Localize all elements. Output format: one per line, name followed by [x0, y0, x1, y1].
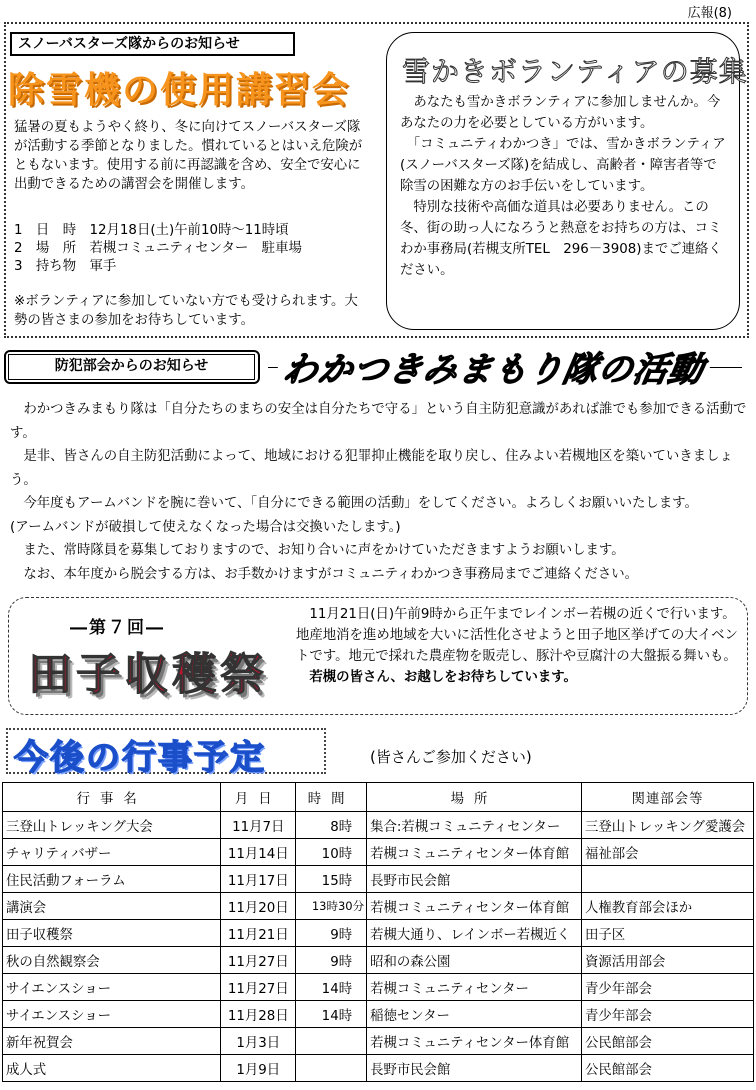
cell-date: 11月28日 — [221, 1001, 296, 1028]
snow-course-note: ※ボランティアに参加していない方でも受けられます。大勢の皆さまの参加をお待ちしています。 — [14, 294, 358, 328]
table-row — [3, 839, 754, 866]
crime-paragraph: (アームバンドが破損して使えなくなった場合は交換いたします。) — [10, 519, 401, 535]
cell-place: 若槻コミュニティセンター体育館 — [367, 893, 582, 920]
cell-date: 11月7日 — [221, 812, 296, 839]
cell-place: 若槻大通り、レインボー若槻近く — [367, 920, 582, 947]
cell-event: サイエンスショー — [3, 1001, 221, 1028]
cell-event: 成人式 — [3, 1055, 221, 1082]
crime-paragraph: 是非、皆さんの自主防犯活動によって、地域における犯罪抑止機能を取り戻し、住みよい若槻地区を築いていきましょう。 — [10, 449, 733, 488]
schedule-note: (皆さんご参加ください) — [370, 748, 532, 766]
detail-place: 2 場 所 若槻コミュニティセンター 駐車場 — [14, 241, 302, 256]
cell-time: 9時 — [296, 920, 367, 947]
cell-dept: 青少年部会 — [582, 1001, 754, 1028]
snow-course-details — [14, 222, 364, 276]
table-row — [3, 947, 754, 974]
mamori-title: わかつきみまもり隊の活動 — [274, 342, 715, 391]
cell-time — [296, 1028, 367, 1055]
cell-place: 稲徳センター — [367, 1001, 582, 1028]
volunteer-title: 雪かきボランティアの募集 — [402, 55, 748, 88]
volunteer-paragraph: 特別な技術や高価な道具は必要ありません。この冬、街の助っ人になろうと熱意をお持ちの方は、コミわか事務局(若槻支所TEL 296－3908)までご連絡ください。 — [400, 200, 722, 278]
header-place: 場所 — [367, 783, 582, 812]
cell-date: 1月3日 — [221, 1028, 296, 1055]
table-row — [3, 893, 754, 920]
table-row — [3, 1001, 754, 1028]
cell-event: 秋の自然観察会 — [3, 947, 221, 974]
snow-section-header: スノーバスターズ隊からのお知らせ — [10, 32, 295, 56]
cell-date: 11月27日 — [221, 947, 296, 974]
harvest-title: 田子収穫祭 — [28, 649, 268, 700]
crime-body — [10, 398, 750, 586]
cell-place: 長野市民会館 — [367, 866, 582, 893]
volunteer-paragraph: 「コミュニティわかつき」では、雪かきボランティア(スノーバスターズ隊)を結成し、高齢者・障害者等で除雪の困難な方のお手伝いをしています。 — [400, 137, 726, 194]
header-event: 行事名 — [3, 783, 221, 812]
cell-dept: 青少年部会 — [582, 974, 754, 1001]
cell-date: 11月20日 — [221, 893, 296, 920]
table-row — [3, 1028, 754, 1055]
volunteer-paragraph: あなたも雪かきボランティアに参加しませんか。今あなたの力を必要としている方がいます。 — [400, 95, 721, 131]
cell-date: 11月21日 — [221, 920, 296, 947]
snow-course-body: 猛暑の夏もようやく終り、冬に向けてスノーバスターズ隊が活動する季節となりました。慣れているとはいえ危険がともないます。使用する前に再認識を含め、安全で安心に出動できるための講習会を開催します。 — [14, 120, 363, 192]
crime-paragraph: なお、本年度から脱会する方は、お手数かけますがコミュニティわかつき事務局までご連絡ください。 — [10, 566, 639, 582]
detail-date: 1 日 時 12月18日(土)午前10時～11時頃 — [14, 223, 289, 238]
header-date: 月日 — [221, 783, 296, 812]
cell-dept: 田子区 — [582, 920, 754, 947]
schedule-title: 今後の行事予定 — [14, 738, 266, 778]
cell-dept: 公民館部会 — [582, 1028, 754, 1055]
table-row — [3, 1055, 754, 1082]
cell-dept — [582, 866, 754, 893]
harvest-subtitle: ―第７回― — [70, 618, 165, 638]
table-row — [3, 866, 754, 893]
cell-place: 若槻コミュニティセンター体育館 — [367, 839, 582, 866]
harvest-closing: 若槻の皆さん、お越しをお待ちしています。 — [296, 670, 577, 685]
cell-date: 11月27日 — [221, 974, 296, 1001]
cell-dept: 三登山トレッキング愛護会 — [582, 812, 754, 839]
detail-items: 3 持ち物 軍手 — [14, 259, 117, 274]
crime-paragraph: 今年度もアームバンドを腕に巻いて、「自分にできる範囲の活動」をしてください。よろしくお願いいたします。 — [10, 496, 698, 511]
header-dept: 関連部会等 — [582, 783, 754, 812]
harvest-body — [296, 604, 742, 688]
harvest-description: 11月21日(日)午前9時から正午までレインボー若槻の近くで行います。地産地消を進め地域を大いに活性化させようと田子地区挙げての大イベントです。地元で採れた農産物を販売し、豚汁や豆腐汁の大盤振る舞いも。 — [296, 607, 738, 664]
cell-dept: 公民館部会 — [582, 1055, 754, 1082]
crime-paragraph: わかつきみまもり隊は「自分たちのまちの安全は自分たちで守る」という自主防犯意識があれば誰でも参加できる活動です。 — [10, 402, 747, 441]
table-row — [3, 920, 754, 947]
cell-place: 集合:若槻コミュニティセンター — [367, 812, 582, 839]
table-row — [3, 974, 754, 1001]
cell-date: 11月14日 — [221, 839, 296, 866]
cell-event: チャリティバザー — [3, 839, 221, 866]
cell-event: サイエンスショー — [3, 974, 221, 1001]
cell-place: 若槻コミュニティセンター — [367, 974, 582, 1001]
cell-time: 14時 — [296, 1001, 367, 1028]
table-row — [3, 812, 754, 839]
page-number: 広報(8) — [687, 6, 732, 21]
cell-time: 15時 — [296, 866, 367, 893]
cell-place: 長野市民会館 — [367, 1055, 582, 1082]
cell-place: 若槻コミュニティセンター体育館 — [367, 1028, 582, 1055]
cell-dept: 資源活用部会 — [582, 947, 754, 974]
volunteer-body — [400, 92, 730, 281]
cell-date: 11月17日 — [221, 866, 296, 893]
schedule-header-row — [3, 783, 754, 812]
cell-date: 1月9日 — [221, 1055, 296, 1082]
snow-course-title: 除雪機の使用講習会 — [8, 70, 351, 111]
schedule-table — [2, 782, 754, 1082]
crime-section-header: 防犯部会からのお知らせ — [8, 354, 255, 380]
cell-dept: 福祉部会 — [582, 839, 754, 866]
cell-time: 13時30分 — [296, 893, 367, 920]
cell-dept: 人権教育部会ほか — [582, 893, 754, 920]
cell-time: 10時 — [296, 839, 367, 866]
cell-event: 三登山トレッキング大会 — [3, 812, 221, 839]
cell-event: 新年祝賀会 — [3, 1028, 221, 1055]
cell-place: 昭和の森公園 — [367, 947, 582, 974]
cell-event: 講演会 — [3, 893, 221, 920]
cell-event: 田子収穫祭 — [3, 920, 221, 947]
cell-time: 9時 — [296, 947, 367, 974]
cell-time: 14時 — [296, 974, 367, 1001]
header-time: 時間 — [296, 783, 367, 812]
cell-time: 8時 — [296, 812, 367, 839]
cell-event: 住民活動フォーラム — [3, 866, 221, 893]
crime-paragraph: また、常時隊員を募集しておりますので、お知り合いに声をかけていただきますようお願いします。 — [10, 543, 625, 558]
cell-time — [296, 1055, 367, 1082]
